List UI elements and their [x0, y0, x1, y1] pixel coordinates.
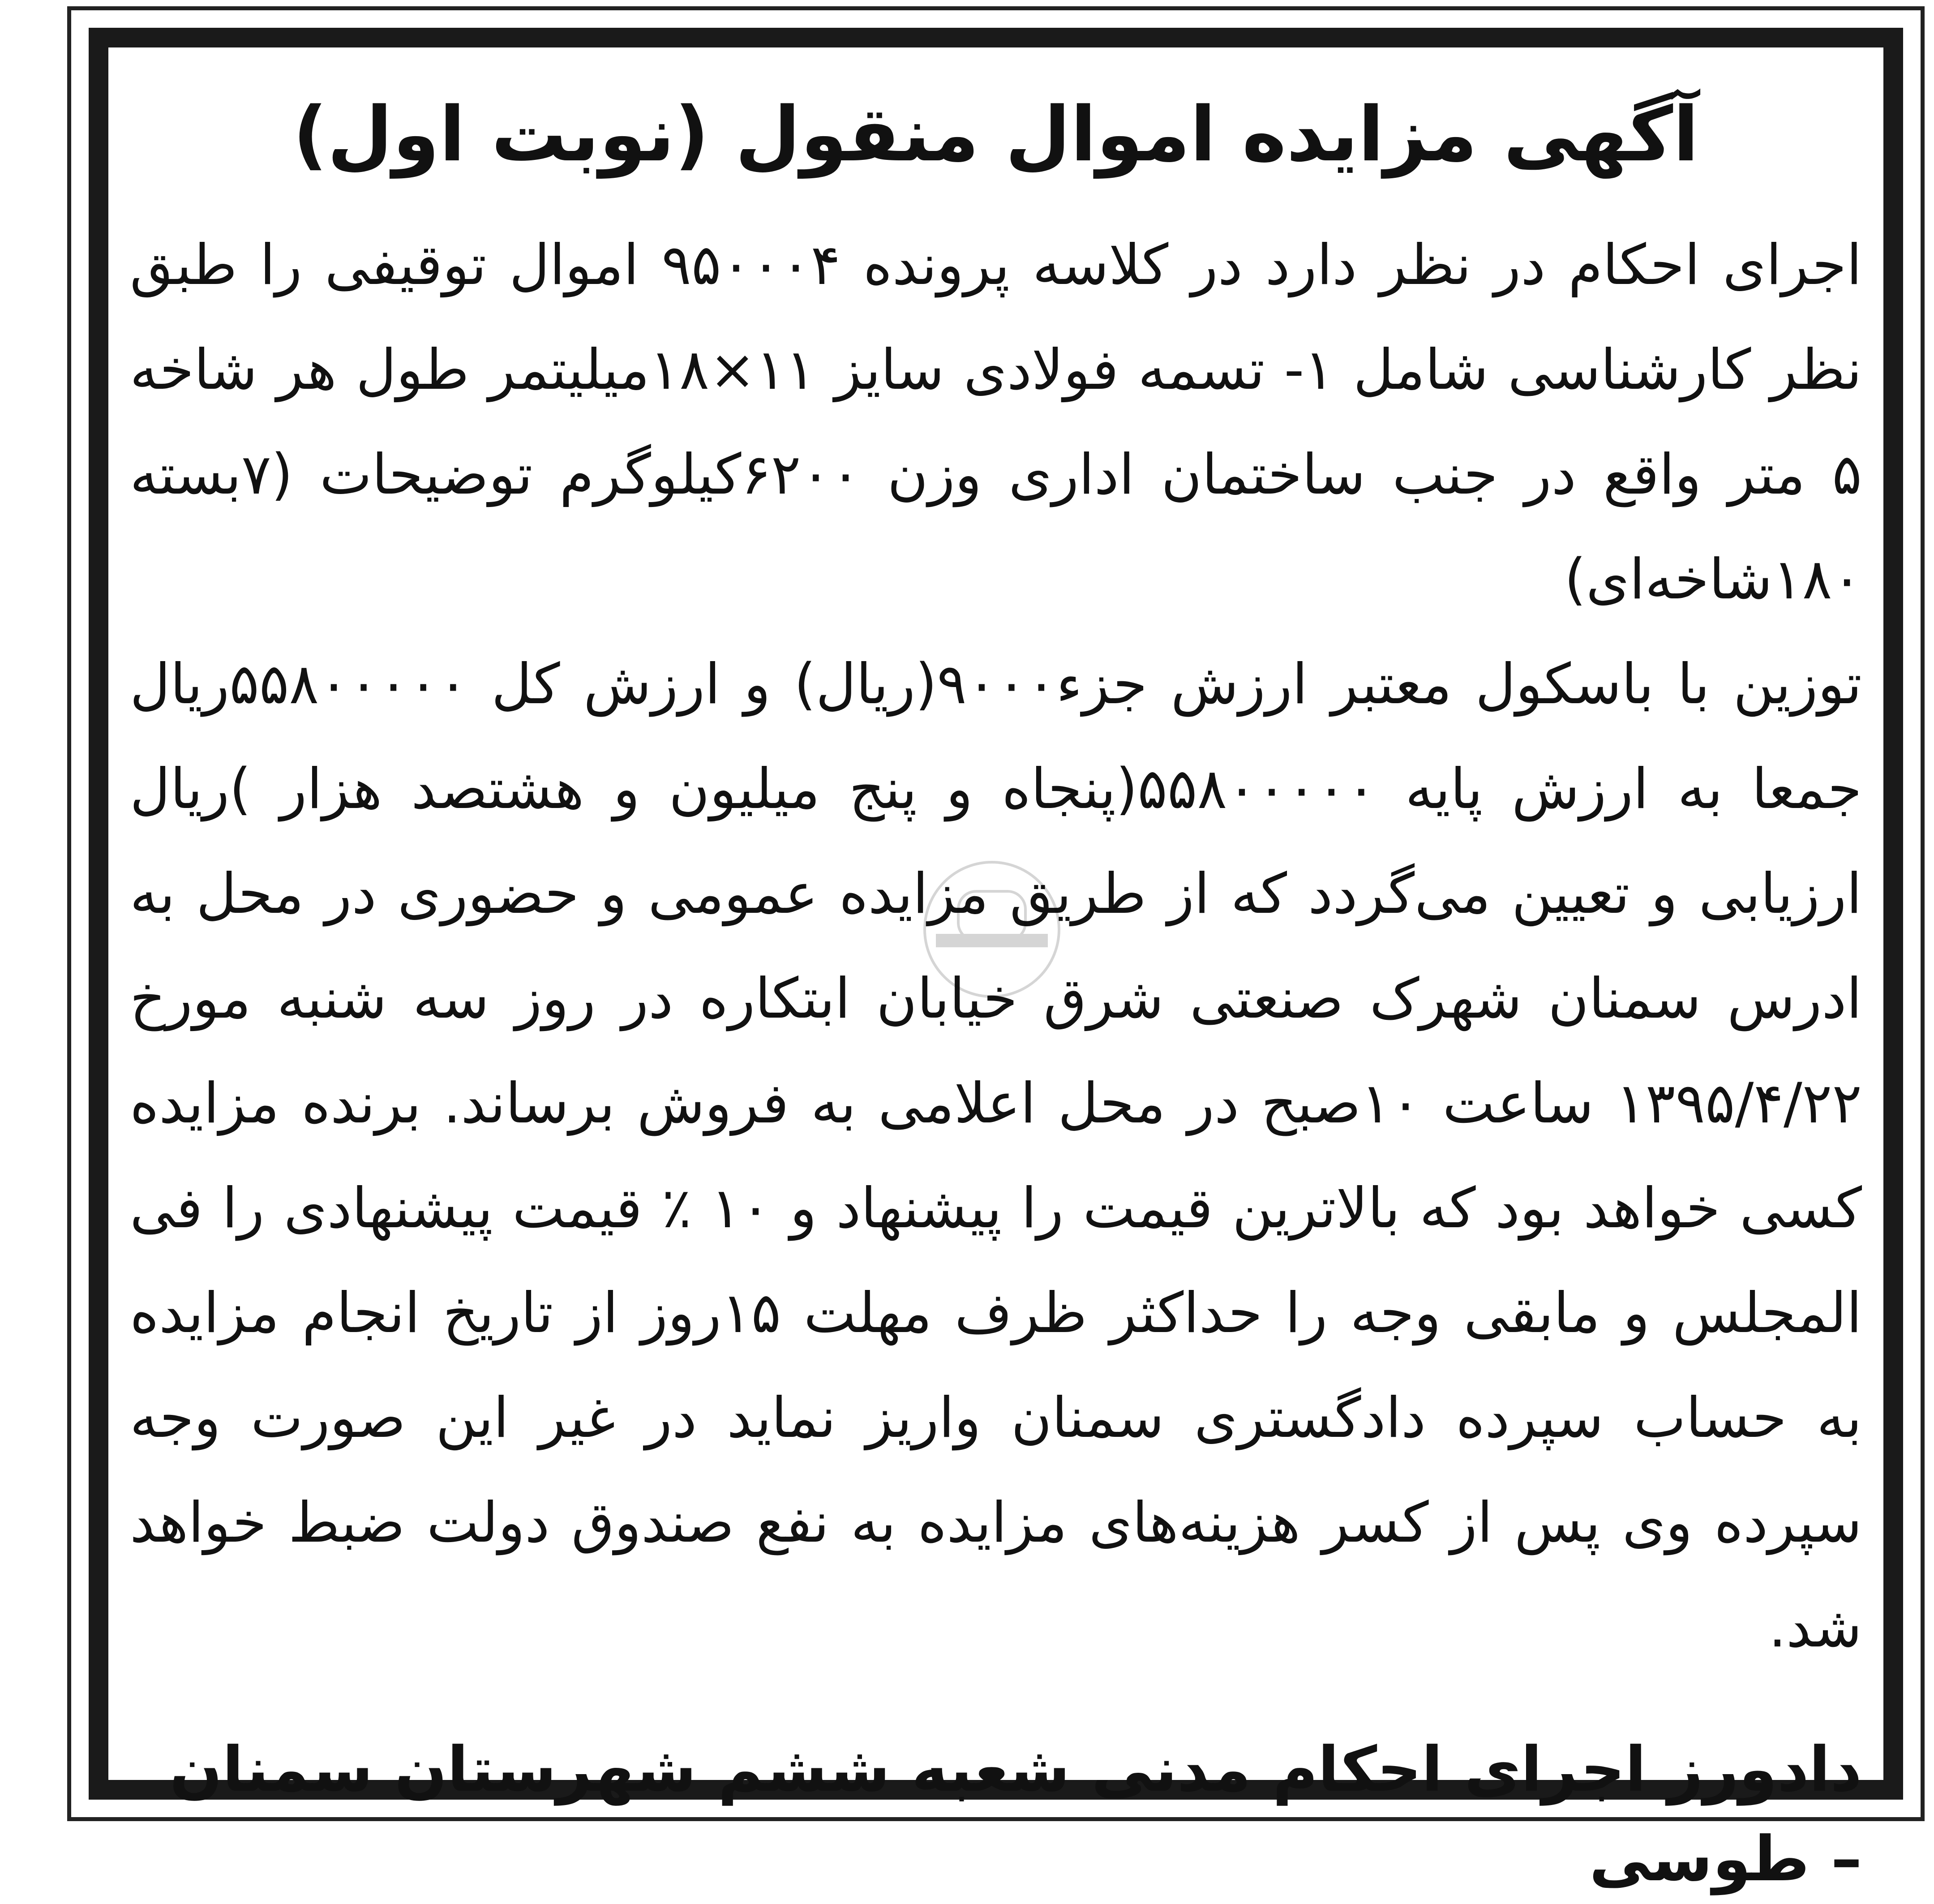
notice-paragraph-2: توزین با باسکول معتبر ارزش جزء۹۰۰۰(ریال) و ارزش کل ۵۵۸۰۰۰۰۰ریال جمعا به ارزش پایه ۵۵۸۰۰۰۰۰(پنجاه و پنج میلیون و هشتصد هزار )ریال ارزیابی و تعیین می‌گردد که از طریق مزایده عمومی و حضوری در محل به ادرس سمنان شهرک صنعتی شرق خیابان ابتکاره در روز سه شنبه مورخ ۱۳۹۵/۴/۲۲ ساعت ۱۰صبح در محل اعلامی به فروش برساند. برنده مزایده کسی خواهد بود که بالاترین قیمت را پیشنهاد و ۱۰ ٪ قیمت پیشنهادی را فی المجلس و مابقی وجه را حداکثر ظرف مهلت ۱۵روز از تاریخ انجام مزایده به حساب سپرده دادگستری سمنان واریز نماید در غیر این صورت وجه سپرده وی پس از کسر هزینه‌های مزایده به نفع صندوق دولت ضبط خواهد شد. [130, 652, 1862, 1660]
notice-paragraph-1: اجرای احکام در نظر دارد در کلاسه پرونده ۹۵۰۰۰۴ اموال توقیفی را طبق نظر کارشناسی شامل ۱- تسمه فولادی سایز ۱۱×۱۸میلیتمر طول هر شاخه ۵ متر واقع در جنب ساختمان اداری وزن ۶۲۰۰کیلوگرم توضیحات (۷بسته ۱۸۰شاخه‌ای) [130, 233, 1862, 612]
notice-title: آگهی مزایده اموال منقول (نوبت اول) [293, 90, 1699, 178]
notice-signature: دادورز اجرای احکام مدنی شعبه ششم شهرستان سمنان – طوسی [169, 1733, 1862, 1895]
watermark-seal-icon [918, 855, 1066, 1003]
